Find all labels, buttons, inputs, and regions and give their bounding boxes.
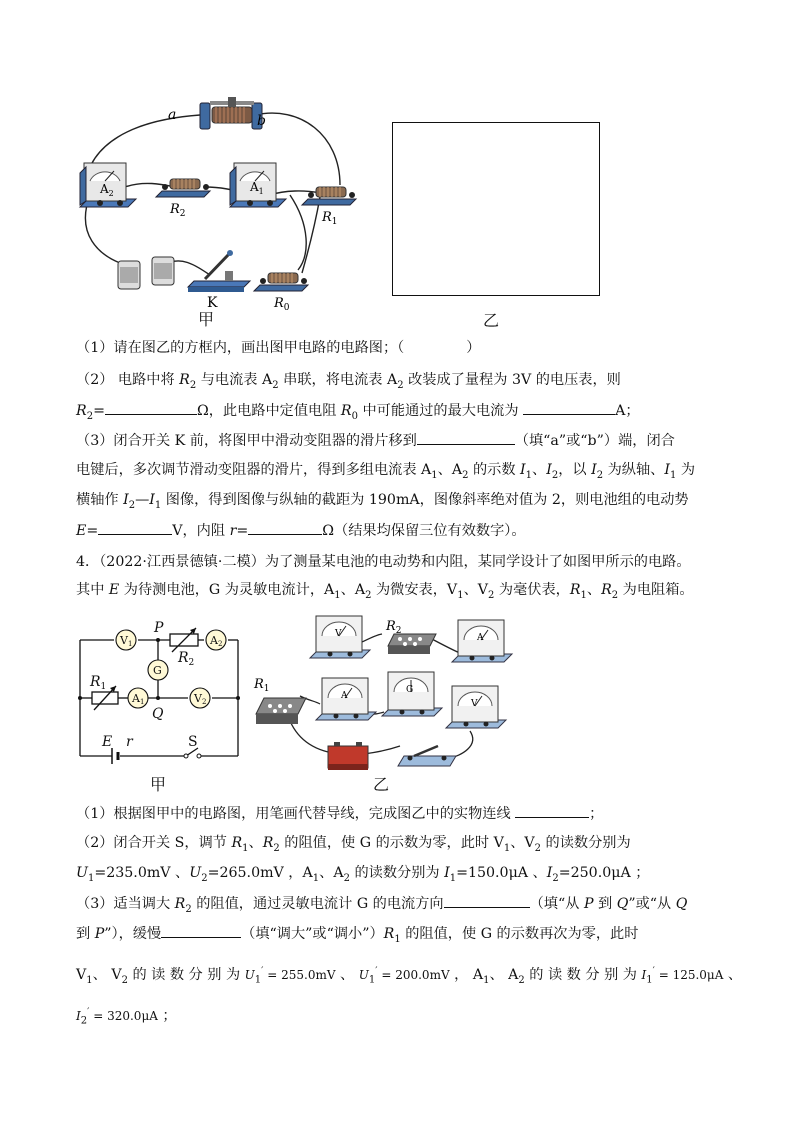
ammeter-a2-apparatus-label: A	[477, 633, 484, 643]
resistance-box-r1-icon	[256, 698, 306, 724]
galvanometer-label: G	[153, 664, 162, 677]
q4-part3-line1: （3）适当调大 $R_2$ 的阻值，通过灵敏电流计 G 的电流方向 （填“从 P 到 Q”或“从 Q	[76, 893, 687, 920]
ammeter-a2-label: A	[100, 182, 109, 196]
svg-text:R0: $R_0$	[274, 296, 290, 313]
figure2-apparatus	[250, 606, 520, 786]
galvanometer-apparatus-label: G	[406, 685, 414, 695]
answer-blank-adjust-r1[interactable]	[161, 923, 241, 938]
node-q-label: Q	[152, 706, 164, 722]
q4-description: 其中 E 为待测电池，G 为灵敏电流计，$A_1$、$A_2$ 为微安表，$V_1$、$V_2$ 为毫伏表，$R_1$、$R_2$ 为电阻箱。	[76, 582, 694, 601]
answer-blank-internal-resistance[interactable]	[248, 520, 322, 535]
rheostat-r2-diagram-label: R	[178, 650, 189, 666]
ammeter-a2-apparatus-icon	[452, 620, 512, 662]
rheostat-label-b: b	[257, 113, 266, 129]
resistance-box-r1-label: R	[254, 677, 264, 692]
resistor-r0-label: R	[274, 296, 284, 311]
answer-blank-emf[interactable]	[98, 520, 172, 535]
resistor-r1-label: R	[322, 210, 332, 225]
switch-k-label: K	[207, 295, 218, 311]
resistor-r2-label: R	[170, 202, 180, 217]
node-p-label: P	[154, 620, 164, 636]
switch-s-label: S	[188, 734, 198, 750]
svg-text:V1: V1	[120, 634, 133, 648]
answer-blank-max-current[interactable]	[523, 400, 615, 415]
svg-text:A1: A1	[132, 692, 145, 706]
figure1-apparatus	[70, 95, 370, 325]
q3-part3-line1: （3）闭合开关 K 前，将图甲中滑动变阻器的滑片移到 （填“a”或“b”）端，闭合	[76, 430, 675, 451]
answer-blank-current-direction[interactable]	[444, 893, 530, 908]
q3-part2-line1: （2） 电路中将 $R_2$ 与电流表 $A_2$ 串联，将电流表 $A_2$ 改装成了量程为 3V 的电压表，则	[76, 372, 621, 391]
answer-blank-r2[interactable]	[105, 400, 197, 415]
voltmeter-v2-label: V	[194, 692, 202, 705]
svg-text:R2: $R_2$	[170, 202, 186, 219]
ammeter-a1-apparatus-icon	[316, 678, 376, 720]
svg-text:R1: $R_1$	[322, 210, 338, 227]
rheostat-icon	[200, 97, 262, 129]
resistance-box-r2-icon	[388, 634, 436, 654]
resistance-box-r2-label: R	[386, 619, 396, 634]
q4-part2-line1: （2）闭合开关 S，调节 $R_1$、$R_2$ 的阻值，使 G 的示数为零，此时 $V_1$、$V_2$ 的读数分别为	[76, 835, 631, 854]
ammeter-a1-diagram-label: A	[132, 692, 140, 705]
figure2-caption-right: 乙	[373, 775, 390, 794]
voltmeter-v2-apparatus-label: V	[471, 699, 478, 709]
figure1-caption-right: 乙	[483, 311, 500, 330]
resistor-r0-icon	[254, 273, 308, 291]
q4-part3-line3: $V_1$、 $V_2$ 的 读 数 分 别 为 $U_1' = 255.0mV$ 、 $U_1' = 200.0mV$ ， $A_1$、 $A_2$ 的 读 数 分 别 为 $I_1' = 125.0\mu A$ 、	[76, 966, 743, 986]
q4-part2-line2: $U_1=235.0mV$ 、$U_2=265.0mV$ ，$A_1$、$A_2$ 的读数分别为 $I_1=150.0\mu A$ 、$I_2=250.0\mu A$ ；	[76, 865, 650, 884]
q3-part3-line2: 电键后，多次调节滑动变阻器的滑片，得到多组电流表 $A_1$、$A_2$ 的示数 $I_1$、$I_2$，以 $I_2$ 为纵轴、$I_1$ 为	[76, 462, 696, 481]
figure1-empty-box	[392, 122, 600, 296]
switch-k-icon	[188, 250, 250, 292]
q4-part3-line2: 到 P”），缓慢 （填“调大”或“调小$”)R_1$ 的阻值，使 G 的示数再次为零，此时	[76, 923, 638, 950]
ammeter-a1-label: A	[250, 180, 259, 194]
svg-text:R2: $R_2$	[178, 650, 195, 668]
q3-part1: （1）请在图乙的方框内，画出图甲电路的电路图；（ ）	[76, 340, 481, 356]
internal-r-label: r	[126, 734, 133, 750]
svg-text:V2: V2	[194, 692, 207, 706]
answer-blank-slider-end[interactable]	[417, 430, 515, 445]
voltmeter-v1-apparatus-label: V	[335, 629, 342, 639]
figure2-circuit-diagram	[72, 618, 252, 788]
rheostat-label-a: a	[168, 107, 177, 123]
svg-text:A2: $A_2$	[100, 182, 114, 198]
q3-part3-line4: E= V，内阻 r= Ω（结果均保留三位有效数字）。	[76, 520, 526, 541]
battery-apparatus-icon	[328, 742, 368, 770]
voltmeter-v1-apparatus-icon	[310, 616, 370, 658]
q3-part2-line2: $R_2= \Omega$，此电路中定值电阻 $R_0$ 中可能通过的最大电流为 A；	[76, 400, 640, 427]
rheostat-r1-diagram-label: R	[90, 674, 101, 690]
answer-blank-wiring[interactable]	[515, 803, 589, 818]
voltmeter-v1-label: V	[120, 634, 128, 647]
resistor-r2-icon	[156, 179, 210, 197]
q4-part3-line4: $I_2' = 320.0\mu A$ ；	[76, 1007, 177, 1027]
ammeter-a1-apparatus-label: A	[341, 691, 348, 701]
svg-text:R1: $R_1$	[90, 674, 107, 692]
svg-text:R2: $R_2$	[386, 619, 402, 636]
figure2-caption-left: 甲	[150, 775, 167, 794]
svg-text:R1: $R_1$	[254, 677, 270, 694]
voltmeter-v2-apparatus-icon	[446, 686, 506, 728]
q3-part3-line3: 横轴作 $I_2—I_1$ 图像，得到图像与纵轴的截距为 190mA，图像斜率绝对值为 2，则电池组的电动势	[76, 492, 689, 511]
switch-s-apparatus-icon	[398, 746, 456, 766]
ammeter-a2-diagram-label: A	[210, 634, 218, 647]
figure1-caption-left: 甲	[198, 310, 215, 329]
battery-e-label: E	[102, 734, 113, 750]
svg-text:A2: A2	[210, 634, 223, 648]
galvanometer-apparatus-icon	[382, 672, 442, 716]
svg-text:A1: $A_1$	[250, 180, 264, 196]
q4-part1: （1）根据图甲中的电路图，用笔画代替导线，完成图乙中的实物连线 ；	[76, 803, 603, 824]
resistor-r1-icon	[302, 187, 356, 205]
q4-heading: 4．（2022·江西景德镇·二模）为了测量某电池的电动势和内阻，某同学设计了如图甲所示的电路。	[76, 554, 691, 570]
battery-icon	[118, 257, 174, 289]
